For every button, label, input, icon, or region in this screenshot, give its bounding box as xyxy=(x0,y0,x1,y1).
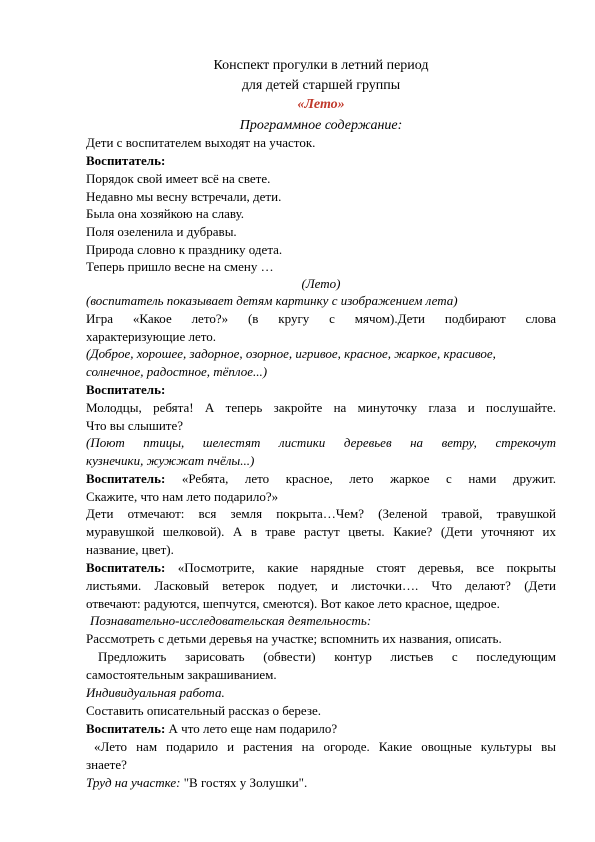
paragraph-line: Предложить зарисовать (обвести) контур листьев с последующим xyxy=(98,649,556,664)
section-heading: Труд на участке: xyxy=(86,775,181,790)
poem-line: Природа словно к празднику одета. xyxy=(86,242,283,257)
answer-line: кузнечики, жужжат пчёлы...) xyxy=(86,453,255,468)
section-heading: Познавательно-исследовательская деятельность: xyxy=(90,613,372,628)
speaker-paragraph-line xyxy=(86,721,337,737)
poem-line: Поля озеленила и дубравы. xyxy=(86,224,237,239)
paragraph-line: отвечают: радуются, шепчутся, смеются). Вот какое лето красное, щедрое. xyxy=(86,596,500,611)
poem-line: Теперь пришло весне на смену … xyxy=(86,259,274,274)
title-line-1: Конспект прогулки в летний период xyxy=(213,58,429,73)
paragraph-text: «Ребята, лето красное, лето жаркое с нами дружит. xyxy=(181,471,557,486)
answer-line: (Поют птицы, шелестят листики деревьев на ветру, стрекочут xyxy=(86,435,556,450)
paragraph-line: Игра «Какое лето?» (в кругу с мячом).Дети подбирают слова xyxy=(86,311,556,326)
program-heading: Программное содержание: xyxy=(239,118,403,133)
speaker-label: Воспитатель: xyxy=(86,560,166,575)
paragraph-line: Дети с воспитателем выходят на участок. xyxy=(86,135,316,150)
paragraph-text: «Посмотрите, какие нарядные стоят деревья, все покрыты xyxy=(177,560,557,575)
speaker-paragraph-line xyxy=(86,560,556,576)
speaker-label: Воспитатель: xyxy=(86,721,166,736)
poem-line: Порядок свой имеет всё на свете. xyxy=(86,171,271,186)
poem-line: Недавно мы весну встречали, дети. xyxy=(86,189,282,204)
answer-line: (Доброе, хорошее, задорное, озорное, игривое, красное, жаркое, красивое, xyxy=(86,346,496,361)
paragraph-text: "В гостях у Золушки". xyxy=(183,775,308,790)
paragraph-line: «Лето нам подарило и растения на огороде. Какие овощные культуры вы xyxy=(94,739,556,754)
speaker-label: Воспитатель: xyxy=(86,153,166,168)
poem-line: Была она хозяйкою на славу. xyxy=(86,206,245,221)
paragraph-line: знаете? xyxy=(86,757,127,772)
paragraph-line: листьями. Ласковый ветерок подует, и листочки…. Что делают? (Дети xyxy=(86,578,556,593)
labor-line xyxy=(86,775,307,791)
answer-line: (Лето) xyxy=(301,276,341,291)
paragraph-line: название, цвет). xyxy=(86,542,174,557)
title-line-2: для детей старшей группы xyxy=(241,78,401,93)
paragraph-line: Составить описательный рассказ о березе. xyxy=(86,703,322,718)
paragraph-line: самостоятельным закрашиванием. xyxy=(86,667,277,682)
speaker-label: Воспитатель: xyxy=(86,471,166,486)
speaker-label: Воспитатель: xyxy=(86,382,166,397)
section-heading: Индивидуальная работа. xyxy=(86,685,225,700)
paragraph-line: Дети отмечают: вся земля покрыта…Чем? (Зеленой травой, травушкой xyxy=(86,506,556,521)
theme-title: «Лето» xyxy=(297,97,345,112)
paragraph-line: Рассмотреть с детьми деревья на участке; вспомнить их названия, описать. xyxy=(86,631,502,646)
speaker-paragraph-line xyxy=(86,471,556,487)
paragraph-line: Молодцы, ребята! А теперь закройте на минуточку глаза и послушайте. xyxy=(86,400,556,415)
paragraph-text: А что лето еще нам подарило? xyxy=(168,721,338,736)
paragraph-line: муравушкой шелковой). А в траве растут цветы. Какие? (Дети уточняют их xyxy=(86,524,556,539)
stage-direction: (воспитатель показывает детям картинку с изображением лета) xyxy=(86,293,458,308)
paragraph-line: Скажите, что нам лето подарило?» xyxy=(86,489,279,504)
paragraph-line: Что вы слышите? xyxy=(86,418,184,433)
paragraph-line: характеризующие лето. xyxy=(86,329,216,344)
answer-line: солнечное, радостное, тёплое...) xyxy=(86,364,268,379)
